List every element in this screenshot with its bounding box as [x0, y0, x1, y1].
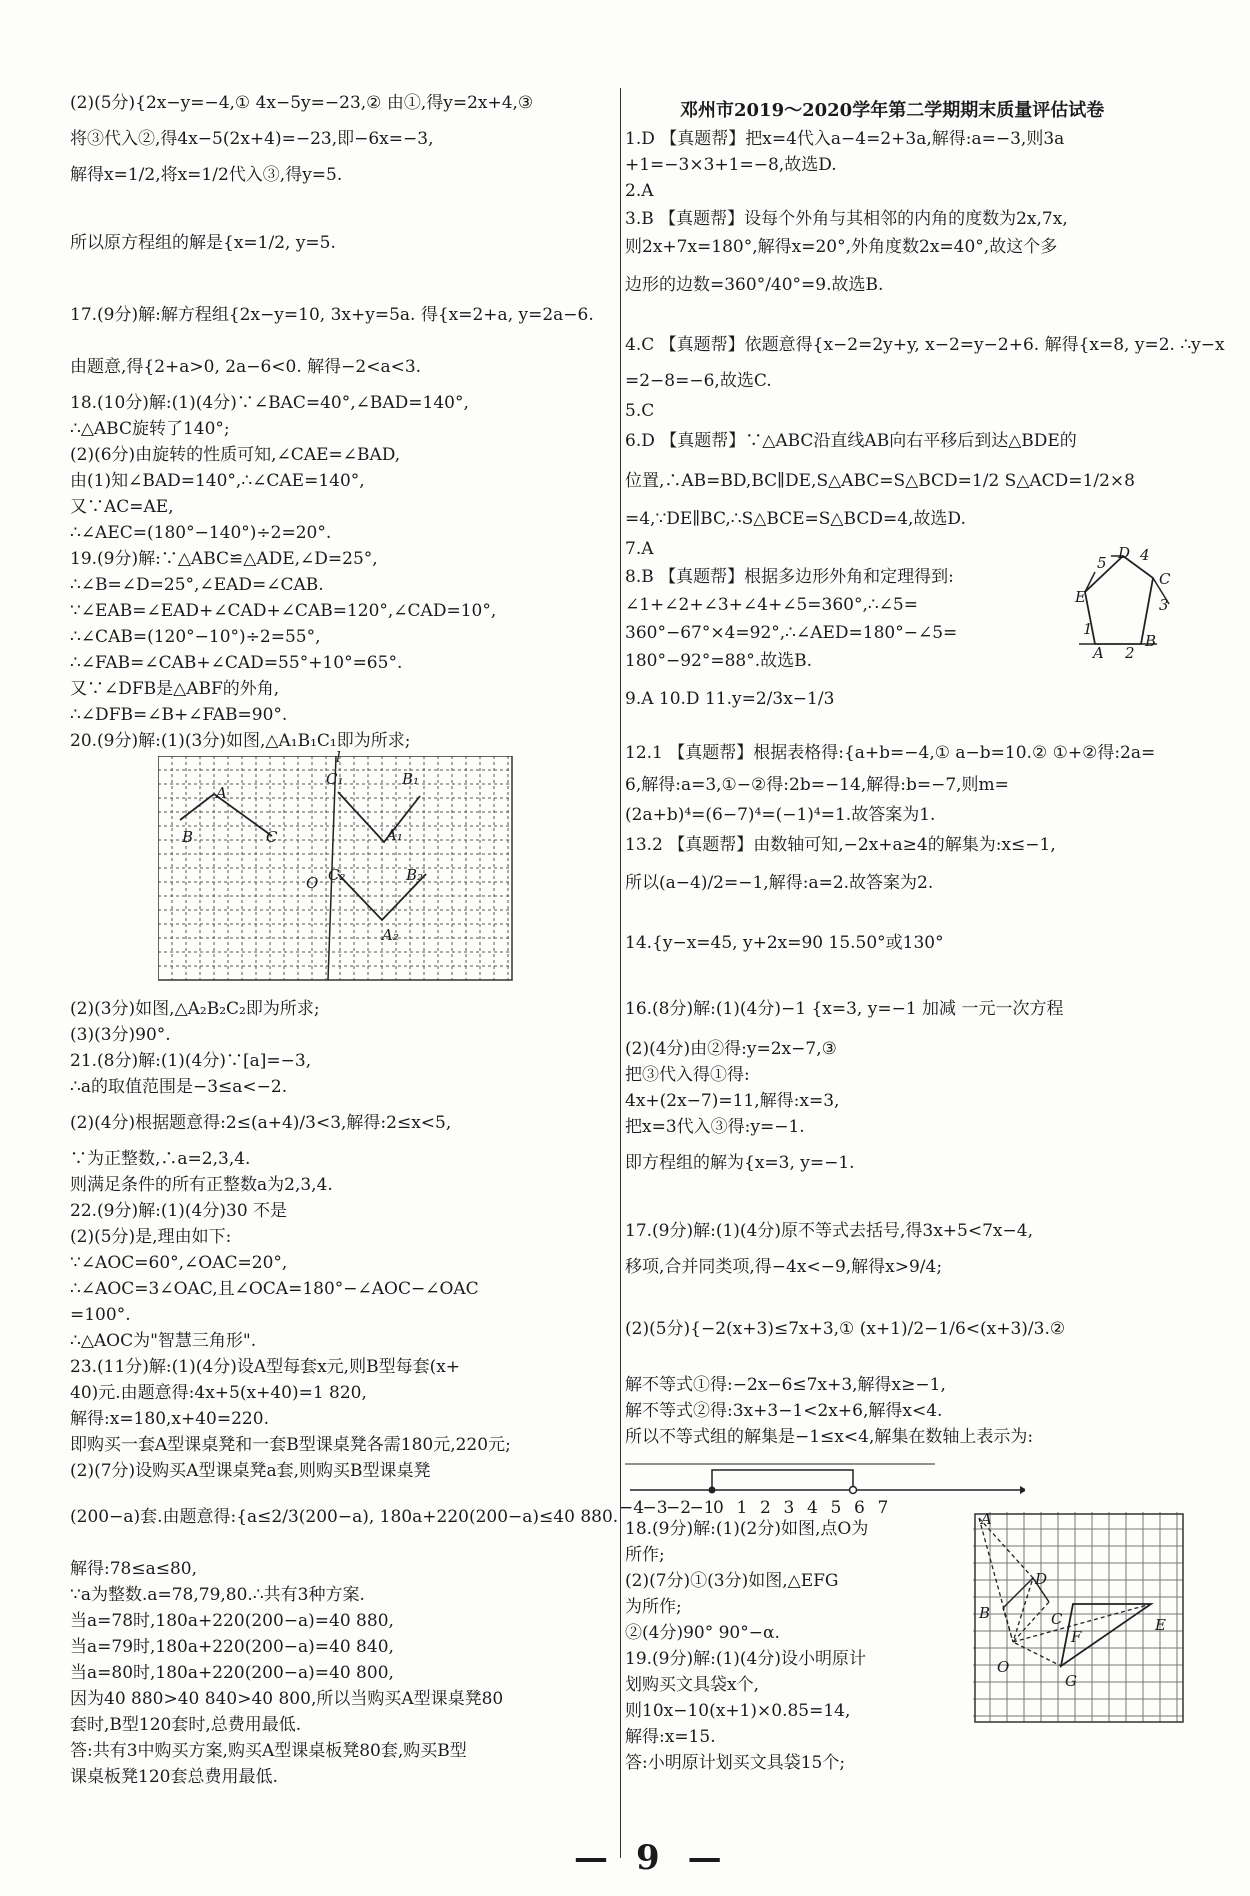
- fig8-1: 1: [1083, 620, 1093, 638]
- text-line: 解得:x=180,x+40=220.: [70, 1409, 269, 1429]
- number-line-tick-label: 2: [760, 1498, 771, 1518]
- label-B: B: [182, 828, 194, 846]
- fig18-F: F: [1071, 1628, 1082, 1646]
- number-line-tick-label: 3: [783, 1498, 795, 1518]
- text-line: ②(4分)90° 90°−α.: [625, 1623, 780, 1643]
- text-line: =4,∵DE∥BC,∴S△BCE=S△BCD=4,故选D.: [625, 509, 966, 529]
- text-line: 解得:78≤a≤80,: [70, 1559, 198, 1579]
- text-line: 22.(9分)解:(1)(4分)30 不是: [70, 1201, 288, 1221]
- text-line: 答:小明原计划买文具袋15个;: [625, 1753, 846, 1773]
- text-line: ∵∠AOC=60°,∠OAC=20°,: [70, 1253, 288, 1273]
- text-line: =100°.: [70, 1305, 131, 1325]
- text-line: 所作;: [625, 1545, 665, 1565]
- text-line: (3)(3分)90°.: [70, 1025, 171, 1045]
- number-line-tick-label: 6: [854, 1498, 865, 1518]
- text-line: ∴∠DFB=∠B+∠FAB=90°.: [70, 705, 288, 725]
- text-line: (2)(4分)根据题意得:2≤(a+4)/3<3,解得:2≤x<5,: [70, 1113, 452, 1133]
- text-line: 9.A 10.D 11.y=2/3x−1/3: [625, 689, 835, 709]
- text-line: ∴∠AOC=3∠OAC,且∠OCA=180°−∠AOC−∠OAC: [70, 1279, 479, 1299]
- text-line: 23.(11分)解:(1)(4分)设A型每套x元,则B型每套(x+: [70, 1357, 461, 1377]
- fig8-2: 2: [1125, 644, 1135, 662]
- text-line: 5.C: [625, 401, 655, 421]
- label-A: A: [216, 784, 227, 802]
- label-A2: A₂: [382, 926, 399, 944]
- text-line: 18.(9分)解:(1)(2分)如图,点O为: [625, 1519, 869, 1539]
- fig8-4: 4: [1140, 546, 1150, 564]
- text-line: 当a=79时,180a+220(200−a)=40 840,: [70, 1637, 394, 1657]
- text-line: 所以(a−4)/2=−1,解得:a=2.故答案为2.: [625, 873, 934, 893]
- text-line: 套时,B型120套时,总费用最低.: [70, 1715, 302, 1735]
- label-B2: B₂: [406, 866, 424, 884]
- text-line: 由(1)知∠BAD=140°,∴∠CAE=140°,: [70, 471, 365, 491]
- text-line: 180°−92°=88°.故选B.: [625, 651, 812, 671]
- text-line: 19.(9分)解:(1)(4分)设小明原计: [625, 1649, 867, 1669]
- text-line: 所以不等式组的解集是−1≤x<4,解集在数轴上表示为:: [625, 1427, 1034, 1447]
- number-line-tick-label: 4: [807, 1498, 818, 1518]
- text-line: ∵为正整数,∴a=2,3,4.: [70, 1149, 251, 1169]
- text-line: 当a=80时,180a+220(200−a)=40 800,: [70, 1663, 394, 1683]
- text-line: +1=−3×3+1=−8,故选D.: [625, 155, 837, 175]
- text-line: 4.C 【真题帮】依题意得{x−2=2y+y, x−2=y−2+6. 解得{x=8, y=2. ∴y−x: [625, 335, 1225, 355]
- text-line: 8.B 【真题帮】根据多边形外角和定理得到:: [625, 567, 954, 587]
- text-line: 解得x=1/2,将x=1/2代入③,得y=5.: [70, 165, 343, 185]
- text-line: 即购买一套A型课桌凳和一套B型课桌凳各需180元,220元;: [70, 1435, 511, 1455]
- text-line: 19.(9分)解:∵△ABC≌△ADE,∠D=25°,: [70, 549, 378, 569]
- number-line-tick-label: −3: [642, 1498, 668, 1518]
- text-line: 则2x+7x=180°,解得x=20°,外角度数2x=40°,故这个多: [625, 237, 1058, 257]
- text-line: 7.A: [625, 539, 654, 559]
- fig8-E: E: [1075, 588, 1086, 606]
- text-line: 则满足条件的所有正整数a为2,3,4.: [70, 1175, 333, 1195]
- number-line-tick-label: 5: [830, 1498, 842, 1518]
- label-C2: C₂: [328, 866, 346, 884]
- label-O: O: [306, 874, 319, 892]
- label-C1: C₁: [326, 770, 344, 788]
- fig18-O: O: [997, 1658, 1010, 1676]
- text-line: ∵∠EAB=∠EAD+∠CAD+∠CAB=120°,∠CAD=10°,: [70, 601, 497, 621]
- text-line: 边形的边数=360°/40°=9.故选B.: [625, 275, 884, 295]
- fig8-3: 3: [1159, 596, 1169, 614]
- text-line: 18.(10分)解:(1)(4分)∵∠BAC=40°,∠BAD=140°,: [70, 393, 469, 413]
- text-line: 划购买文具袋x个,: [625, 1675, 759, 1695]
- text-line: ∴△AOC为"智慧三角形".: [70, 1331, 257, 1351]
- number-line-tick-label: −1: [689, 1498, 715, 1518]
- text-line: 答:共有3中购买方案,购买A型课桌板凳80套,购买B型: [70, 1741, 467, 1761]
- fig8-A: A: [1093, 644, 1104, 662]
- text-line: ∴∠AEC=(180°−140°)÷2=20°.: [70, 523, 332, 543]
- text-line: 当a=78时,180a+220(200−a)=40 880,: [70, 1611, 394, 1631]
- right-column-title: 邓州市2019～2020学年第二学期期末质量评估试卷: [680, 100, 1105, 121]
- fig18-C: C: [1051, 1610, 1063, 1628]
- fig18-D: D: [1035, 1570, 1048, 1588]
- text-line: 又∵∠DFB是△ABF的外角,: [70, 679, 280, 699]
- fig8-D: D: [1118, 544, 1131, 562]
- page-number: — 9 —: [574, 1838, 722, 1878]
- text-line: 14.{y−x=45, y+2x=90 15.50°或130°: [625, 933, 944, 953]
- text-line: =2−8=−6,故选C.: [625, 371, 772, 391]
- text-line: (2)(6分)由旋转的性质可知,∠CAE=∠BAD,: [70, 445, 401, 465]
- text-line: 16.(8分)解:(1)(4分)−1 {x=3, y=−1 加减 一元一次方程: [625, 999, 1064, 1019]
- column-divider: [620, 88, 621, 1858]
- text-line: (2a+b)⁴=(6−7)⁴=(−1)⁴=1.故答案为1.: [625, 805, 936, 825]
- text-line: 把x=3代入③得:y=−1.: [625, 1117, 805, 1137]
- text-line: ∴∠CAB=(120°−10°)÷2=55°,: [70, 627, 321, 647]
- text-line: 6,解得:a=3,①−②得:2b=−14,解得:b=−7,则m=: [625, 775, 1009, 795]
- text-line: 位置,∴AB=BD,BC∥DE,S△ABC=S△BCD=1/2 S△ACD=1/2×8: [625, 471, 1135, 491]
- text-line: ∴a的取值范围是−3≤a<−2.: [70, 1077, 288, 1097]
- grid-figure-18: [973, 1512, 1185, 1724]
- text-line: 360°−67°×4=92°,∴∠AED=180°−∠5=: [625, 623, 958, 643]
- text-line: (2)(5分){−2(x+3)≤7x+3,① (x+1)/2−1/6<(x+3)/3.②: [625, 1319, 1066, 1339]
- text-line: ∴△ABC旋转了140°;: [70, 419, 230, 439]
- text-line: ∵a为整数.a=78,79,80.∴共有3种方案.: [70, 1585, 365, 1605]
- text-line: 1.D 【真题帮】把x=4代入a−4=2+3a,解得:a=−3,则3a: [625, 129, 1065, 149]
- text-line: 3.B 【真题帮】设每个外角与其相邻的内角的度数为2x,7x,: [625, 209, 1068, 229]
- text-line: (2)(4分)由②得:y=2x−7,③: [625, 1039, 837, 1059]
- fig18-G: G: [1065, 1672, 1077, 1690]
- text-line: 4x+(2x−7)=11,解得:x=3,: [625, 1091, 840, 1111]
- number-line-tick-label: 7: [877, 1498, 889, 1518]
- text-line: 17.(9分)解:(1)(4分)原不等式去括号,得3x+5<7x−4,: [625, 1221, 1033, 1241]
- text-line: (2)(7分)①(3分)如图,△EFG: [625, 1571, 839, 1591]
- label-C: C: [266, 828, 278, 846]
- text-line: 所以原方程组的解是{x=1/2, y=5.: [70, 233, 336, 253]
- text-line: ∠1+∠2+∠3+∠4+∠5=360°,∴∠5=: [625, 595, 918, 615]
- text-line: 解不等式①得:−2x−6≤7x+3,解得x≥−1,: [625, 1375, 946, 1395]
- text-line: 课桌板凳120套总费用最低.: [70, 1767, 278, 1787]
- text-line: 因为40 880>40 840>40 800,所以当购买A型课桌凳80: [70, 1689, 504, 1709]
- text-line: 又∵AC=AE,: [70, 497, 174, 517]
- text-line: 13.2 【真题帮】由数轴可知,−2x+a≥4的解集为:x≤−1,: [625, 835, 1056, 855]
- fig8-B: B: [1145, 632, 1157, 650]
- fig18-A: A: [981, 1510, 992, 1528]
- label-B1: B₁: [402, 770, 420, 788]
- text-line: 20.(9分)解:(1)(3分)如图,△A₁B₁C₁即为所求;: [70, 731, 411, 751]
- fig18-B: B: [979, 1604, 991, 1622]
- text-line: 12.1 【真题帮】根据表格得:{a+b=−4,① a−b=10.② ①+②得:2a=: [625, 743, 1156, 763]
- text-line: (2)(3分)如图,△A₂B₂C₂即为所求;: [70, 999, 320, 1019]
- number-line-tick-label: 0: [713, 1498, 724, 1518]
- text-line: 将③代入②,得4x−5(2x+4)=−23,即−6x=−3,: [70, 129, 434, 149]
- number-line-tick-label: −4: [619, 1498, 645, 1518]
- label-A1: A₁: [386, 826, 403, 844]
- text-line: 由题意,得{2+a>0, 2a−6<0. 解得−2<a<3.: [70, 357, 422, 377]
- fig18-E: E: [1155, 1616, 1166, 1634]
- text-line: 21.(8分)解:(1)(4分)∵[a]=−3,: [70, 1051, 312, 1071]
- text-line: 17.(9分)解:解方程组{2x−y=10, 3x+y=5a. 得{x=2+a, y=2a−6.: [70, 305, 594, 325]
- text-line: 把③代入得①得:: [625, 1065, 750, 1085]
- text-line: 40)元.由题意得:4x+5(x+40)=1 820,: [70, 1383, 367, 1403]
- page-number-value: 9: [636, 1838, 660, 1878]
- text-line: (200−a)套.由题意得:{a≤2/3(200−a), 180a+220(200−a)≤40 880.: [70, 1507, 619, 1527]
- text-line: 即方程组的解为{x=3, y=−1.: [625, 1153, 855, 1173]
- label-l: l: [336, 748, 341, 766]
- text-line: 解不等式②得:3x+3−1<2x+6,解得x<4.: [625, 1401, 943, 1421]
- text-line: 为所作;: [625, 1597, 682, 1617]
- number-line-tick-label: 1: [736, 1498, 748, 1518]
- fig8-5: 5: [1097, 554, 1107, 572]
- text-line: 则10x−10(x+1)×0.85=14,: [625, 1701, 851, 1721]
- text-line: (2)(7分)设购买A型课桌凳a套,则购买B型课桌凳: [70, 1461, 431, 1481]
- text-line: ∴∠FAB=∠CAB+∠CAD=55°+10°=65°.: [70, 653, 403, 673]
- text-line: 解得:x=15.: [625, 1727, 716, 1747]
- fig8-C: C: [1159, 570, 1171, 588]
- text-line: 2.A: [625, 181, 654, 201]
- text-line: (2)(5分){2x−y=−4,① 4x−5y=−23,② 由①,得y=2x+4,③: [70, 93, 534, 113]
- number-line-tick-label: −2: [666, 1498, 692, 1518]
- text-line: 6.D 【真题帮】∵△ABC沿直线AB向右平移后到达△BDE的: [625, 431, 1077, 451]
- text-line: ∴∠B=∠D=25°,∠EAD=∠CAB.: [70, 575, 324, 595]
- text-line: 移项,合并同类项,得−4x<−9,解得x>9/4;: [625, 1257, 943, 1277]
- text-line: (2)(5分)是,理由如下:: [70, 1227, 232, 1247]
